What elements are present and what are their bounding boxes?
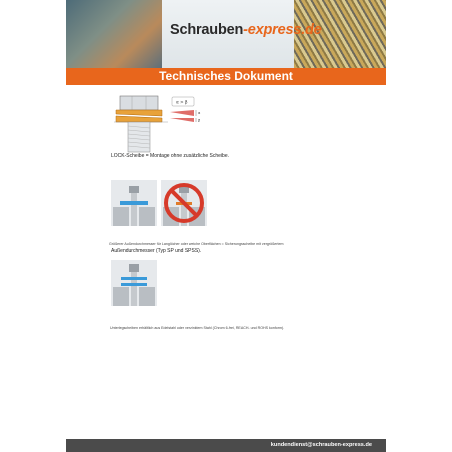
outer-diameter-heading: Außendurchmesser (Typ SP und SPSS). [111,248,202,254]
footer-bar [66,439,386,452]
diagram-caption: LOCK-Scheibe = Montage ohne zusätzliche Scheibe. [111,153,229,159]
washer-blue-icon [121,277,147,280]
contact-email[interactable]: kundendienst@schrauben-express.de [270,442,372,448]
large-washer-photo [111,180,157,226]
document-title: Technisches Dokument [159,69,293,83]
title-bar [66,68,386,85]
svg-text:β: β [198,118,201,123]
relation-label: α > β [176,99,188,105]
washer-note: Größerer Außendurchmesser für Langlöcher oder weiche Oberflächen = Sicherungsscheibe mit vergrößertem [109,242,284,246]
bolt-washer-drawing [114,95,218,153]
header-banner [66,0,386,68]
washer-blue-icon [121,283,147,286]
brand-name-accent: -express.de [243,22,322,38]
brand-logo [170,22,322,38]
prohibited-photo [161,180,207,226]
brand-name-main: Schrauben [170,22,244,38]
header-photo-tools [66,0,162,68]
document-page [66,0,386,452]
sp-washer-photo [111,260,157,306]
washer-blue-icon [120,201,148,205]
bolt-washer-diagram [114,95,218,153]
svg-text:α: α [198,111,201,115]
material-note: Unterlegscheiben erhältlich aus Edelstahl oder verzinktem Stahl (Chrom 6-frei, REACH- und ROHS konform). [110,326,285,330]
